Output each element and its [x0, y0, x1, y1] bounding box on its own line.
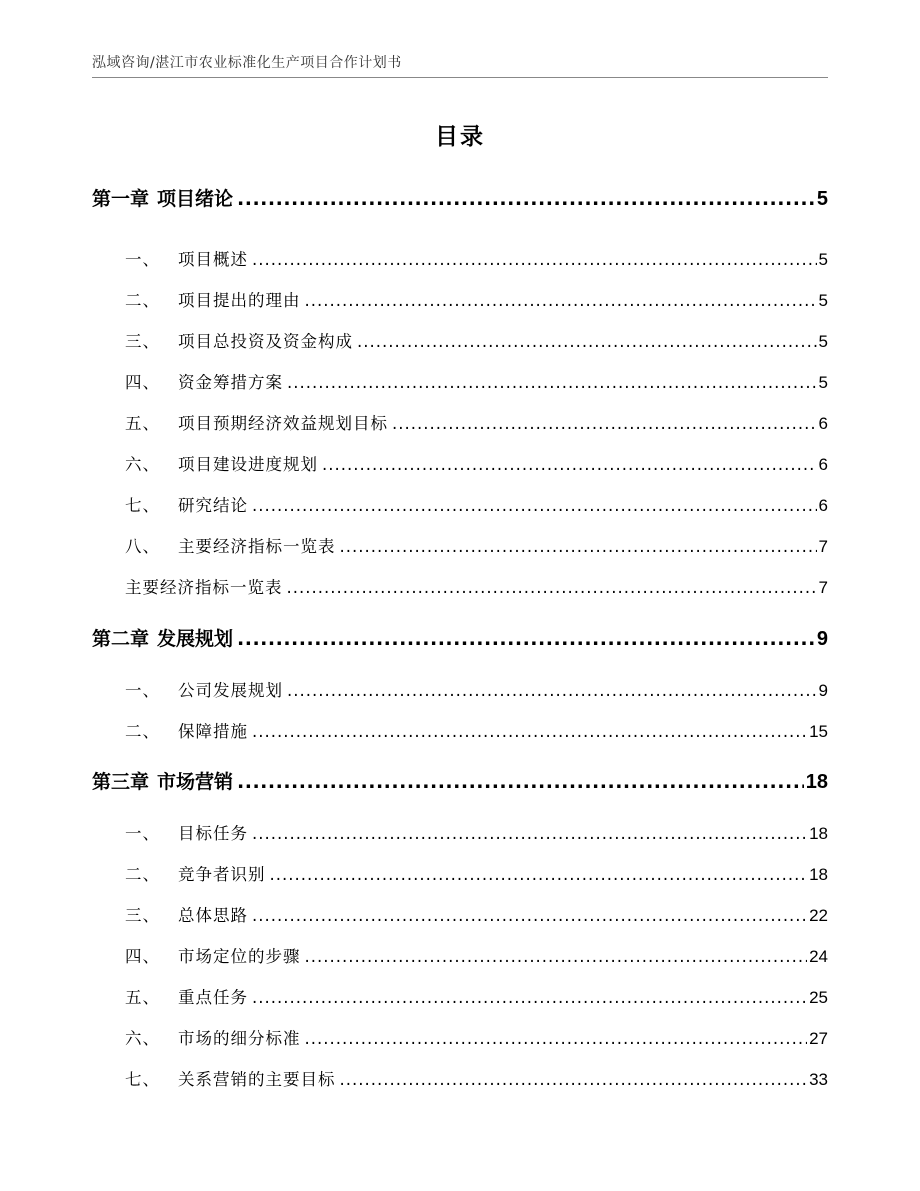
dot-leader — [252, 824, 807, 843]
dot-leader — [252, 250, 817, 269]
toc-section-label: 主要经济指标一览表 — [178, 537, 336, 556]
toc-section-number: 六、 — [125, 1029, 160, 1048]
toc-section-number: 三、 — [125, 332, 160, 351]
toc-page-number: 9 — [818, 681, 828, 700]
toc-page-number: 25 — [809, 988, 828, 1007]
toc-section-label: 关系营销的主要目标 — [178, 1070, 336, 1089]
toc-section-label: 项目概述 — [178, 250, 248, 269]
dot-leader — [237, 188, 815, 210]
toc-chapter-number: 第三章 — [92, 771, 150, 793]
toc-section[interactable] — [125, 1066, 828, 1090]
toc-page-number: 5 — [818, 373, 828, 392]
toc-page-number: 5 — [818, 332, 828, 351]
dot-leader — [252, 722, 807, 741]
toc-section-number: 七、 — [125, 1070, 160, 1089]
toc-section-label: 项目预期经济效益规划目标 — [178, 414, 388, 433]
dot-leader — [270, 865, 808, 884]
toc-page-number: 6 — [818, 414, 828, 433]
toc-page-number: 22 — [809, 906, 828, 925]
toc-table-entry[interactable] — [125, 574, 828, 598]
toc-title: 目录 — [435, 124, 485, 150]
toc-section[interactable] — [125, 328, 828, 352]
toc-section[interactable] — [125, 943, 828, 967]
toc-section-number: 二、 — [125, 722, 160, 741]
toc-section[interactable] — [125, 677, 828, 701]
toc-chapter-3[interactable] — [92, 767, 828, 794]
toc-section[interactable] — [125, 533, 828, 557]
running-header: 泓域咨询/湛江市农业标准化生产项目合作计划书 — [92, 55, 402, 71]
dot-leader — [305, 947, 808, 966]
dot-leader — [287, 681, 817, 700]
toc-chapter-number: 第二章 — [92, 628, 150, 650]
toc-section-number: 一、 — [125, 250, 160, 269]
toc-section-label: 目标任务 — [178, 824, 248, 843]
toc-section-label: 市场定位的步骤 — [178, 947, 301, 966]
toc-section-label: 项目建设进度规划 — [178, 455, 318, 474]
toc-section[interactable] — [125, 902, 828, 926]
toc-section-number: 一、 — [125, 681, 160, 700]
toc-section-label: 总体思路 — [178, 906, 248, 925]
toc-section-label: 重点任务 — [178, 988, 248, 1007]
toc-section-number: 七、 — [125, 496, 160, 515]
dot-leader — [287, 578, 817, 597]
dot-leader — [237, 628, 815, 650]
toc-page-number: 7 — [818, 537, 828, 556]
toc-section-number: 六、 — [125, 455, 160, 474]
dot-leader — [252, 988, 807, 1007]
dot-leader — [340, 537, 817, 556]
toc-section-label: 资金筹措方案 — [178, 373, 283, 392]
dot-leader — [357, 332, 817, 351]
toc-section[interactable] — [125, 410, 828, 434]
toc-section-number: 四、 — [125, 947, 160, 966]
dot-leader — [287, 373, 817, 392]
toc-section-label: 项目提出的理由 — [178, 291, 301, 310]
toc-page-number: 6 — [818, 496, 828, 515]
toc-section[interactable] — [125, 718, 828, 742]
toc-section[interactable] — [125, 820, 828, 844]
toc-chapter-label: 项目绪论 — [157, 188, 234, 210]
toc-section-label: 主要经济指标一览表 — [125, 578, 283, 597]
dot-leader — [252, 906, 807, 925]
toc-section-label: 市场的细分标准 — [178, 1029, 301, 1048]
toc-section-label: 项目总投资及资金构成 — [178, 332, 353, 351]
dot-leader — [252, 496, 817, 515]
toc-section-label: 保障措施 — [178, 722, 248, 741]
toc-section[interactable] — [125, 369, 828, 393]
toc-page-number: 7 — [818, 578, 828, 597]
toc-section[interactable] — [125, 492, 828, 516]
toc-section-label: 竞争者识别 — [178, 865, 266, 884]
dot-leader — [322, 455, 817, 474]
toc-page-number: 18 — [809, 865, 828, 884]
toc-section-number: 五、 — [125, 414, 160, 433]
toc-section-number: 五、 — [125, 988, 160, 1007]
toc-section[interactable] — [125, 287, 828, 311]
dot-leader — [305, 1029, 808, 1048]
dot-leader — [237, 771, 804, 793]
dot-leader — [340, 1070, 808, 1089]
toc-section-number: 二、 — [125, 291, 160, 310]
dot-leader — [305, 291, 817, 310]
dot-leader — [392, 414, 817, 433]
toc-page-number: 5 — [818, 291, 828, 310]
header-divider — [92, 77, 828, 78]
toc-section-number: 一、 — [125, 824, 160, 843]
toc-page-number: 27 — [809, 1029, 828, 1048]
toc-chapter-number: 第一章 — [92, 188, 150, 210]
toc-section[interactable] — [125, 984, 828, 1008]
toc-page-number: 15 — [809, 722, 828, 741]
toc-section-number: 三、 — [125, 906, 160, 925]
toc-page-number: 24 — [809, 947, 828, 966]
toc-chapter-1[interactable] — [92, 184, 828, 211]
toc-section-label: 研究结论 — [178, 496, 248, 515]
toc-chapter-2[interactable] — [92, 624, 828, 651]
toc-page-number: 33 — [809, 1070, 828, 1089]
toc-page-number: 5 — [816, 188, 828, 210]
toc-section-number: 二、 — [125, 865, 160, 884]
toc-section[interactable] — [125, 246, 828, 270]
toc-section-label: 公司发展规划 — [178, 681, 283, 700]
toc-page-number: 6 — [818, 455, 828, 474]
toc-page-number: 5 — [818, 250, 828, 269]
toc-section[interactable] — [125, 451, 828, 475]
toc-page-number: 18 — [805, 771, 828, 793]
toc-section[interactable] — [125, 861, 828, 885]
toc-chapter-label: 发展规划 — [157, 628, 234, 650]
toc-section-number: 四、 — [125, 373, 160, 392]
toc-section-number: 八、 — [125, 537, 160, 556]
toc-section[interactable] — [125, 1025, 828, 1049]
toc-chapter-label: 市场营销 — [157, 771, 234, 793]
toc-page-number: 18 — [809, 824, 828, 843]
toc-page-number: 9 — [816, 628, 828, 650]
